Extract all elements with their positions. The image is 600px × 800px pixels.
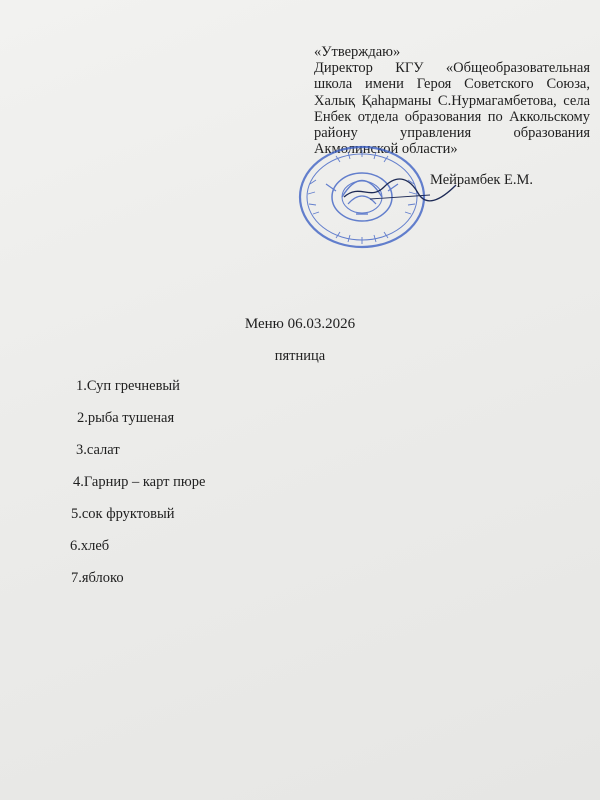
approval-line: району управления образования (314, 125, 590, 142)
menu-item: 1.Суп гречневый (76, 378, 180, 394)
approval-heading: «Утверждаю» (314, 44, 401, 60)
approval-line: Енбек отдела образования по Аккольскому (314, 108, 590, 125)
menu-item: 3.салат (76, 442, 120, 458)
approval-line: Халық Қаһарманы С.Нурмагамбетова, села (314, 92, 590, 109)
menu-item: 6.хлеб (70, 538, 110, 554)
menu-item: 7.яблоко (71, 570, 124, 586)
menu-item: 5.сок фруктовый (71, 506, 175, 522)
menu-title: Меню 06.03.2026 (244, 316, 356, 332)
signatory-name: Мейрамбек Е.М. (430, 172, 534, 188)
approval-block (314, 44, 590, 157)
menu-item: 2.рыба тушеная (77, 410, 175, 426)
approval-line: Акмолинской области» (314, 141, 458, 158)
approval-line: Директор КГУ «Общеобразовательная (314, 60, 590, 77)
approval-line: школа имени Героя Советского Союза, (314, 76, 590, 93)
menu-day: пятница (274, 348, 326, 364)
menu-item: 4.Гарнир – карт пюре (73, 474, 206, 490)
